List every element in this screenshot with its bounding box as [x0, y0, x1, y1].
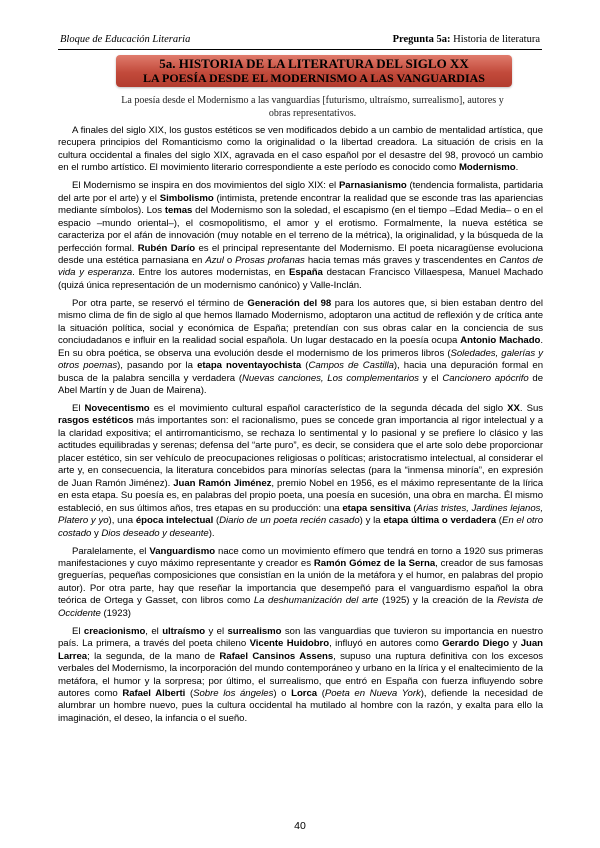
bold-text: XX [507, 403, 520, 415]
page-number: 40 [294, 820, 306, 832]
page-subtitle: LA POESÍA DESDE EL MODERNISMO A LAS VANGUARDIAS [143, 71, 485, 85]
body-paragraph [58, 180, 543, 292]
text-run: ( [410, 502, 417, 514]
text-run: (1923) [100, 607, 131, 619]
bold-text: Simbolismo [159, 192, 214, 204]
text-run: ( [185, 687, 194, 699]
bold-text: Gerardo Diego [442, 638, 510, 650]
italic-text: Azul [205, 255, 224, 267]
text-run: ). [208, 527, 215, 539]
text-run: . Entre los autores modernistas, en [132, 267, 289, 279]
italic-text: Cantos de vida y esperanza [58, 255, 543, 279]
text-run: nace como un movimiento efímero que tendrá en torno a 1920 sus primeras manifestaciones y cuyo máximo representante y creador es [58, 545, 544, 569]
italic-text: Campos de Castilla [308, 360, 394, 372]
text-run: , el [145, 625, 163, 637]
header-question-topic: Historia de literatura [450, 34, 540, 45]
text-run: son las vanguardias que tuvieron su importancia en nuestro país. La primera, a través del poeta chileno [58, 625, 543, 650]
text-run: , creador de sus famosas greguerías, pequeñas composiciones que consistían en la unión de la metáfora y el humor, en palabras del propio autor). Por otra parte, hay que reseñar la importancia que desempeñó para el vanguardismo español la obra teórica de Ortega y Gasset, con libros como [58, 557, 543, 607]
text-run: ; la segunda, de la mano de [87, 650, 220, 662]
bold-text: etapa noventayochista [197, 360, 302, 372]
bold-text: Juan Ramón Jiménez [173, 477, 272, 489]
text-run: del Modernismo son la soledad, el escapismo (en el tiempo –Edad Media– o en el espacio –mundo oriental–), el cosmopolitismo, el amor y el erotismo. Formalmente, la nueva estética se caracteriza por el afán de innovación (muy notable en el terreno de la métrica), la originalidad, y la búsqueda de la perfección formal. [58, 205, 543, 254]
text-run: . Sus [519, 403, 543, 415]
text-run: y el [205, 625, 228, 637]
italic-text: La deshumanización del arte [253, 595, 379, 607]
bold-text: Generación del 98 [247, 297, 332, 309]
text-run: El [72, 403, 85, 415]
text-run: Paralelamente, el [72, 545, 150, 557]
body-paragraph [58, 298, 543, 398]
bold-text: Juan Larrea [58, 638, 543, 662]
body-paragraph [58, 546, 543, 621]
text-run: ( [496, 515, 502, 527]
text-run: Por otra parte, se reservó el término de [72, 297, 248, 309]
italic-text: Diario de un poeta recién casado [219, 515, 360, 527]
body-paragraph [58, 403, 543, 540]
bold-text: temas [164, 205, 193, 217]
bold-text: surrealismo [227, 625, 282, 637]
text-run: (intimista, pretende encontrar la realidad que se esconde tras las apariencias mediante símbolos). Los [58, 192, 543, 217]
text-run: hacia temas más graves y trascendentes en [304, 255, 500, 267]
bold-text: Modernismo [458, 162, 516, 174]
bold-text: Vicente Huidobro [249, 638, 330, 650]
bold-text: Vanguardismo [149, 545, 216, 557]
text-run: , influyó en autores como [329, 638, 443, 650]
italic-text: Cancionero apócrifo [442, 372, 529, 384]
italic-text: Revista de Occidente [58, 595, 543, 619]
bold-text: Ramón Gómez de la Serna [313, 557, 436, 569]
italic-text: Poeta en Nueva York [324, 687, 421, 699]
title-banner [116, 55, 512, 87]
question-statement: La poesía desde el Modernismo a las vanguardias [futurismo, ultraísmo, surrealismo], autores y obras representativos. [121, 95, 504, 119]
text-run: más importantes son: el racionalismo, pues se concede gran importancia al rigor intelectual y a la claridad expositiva; el antirromanticismo, se rechaza lo sentimental y lo pasional y se prefiere lo clásico y las actitudes equilibradas y serenas; defensa del “arte puro”, es decir, se considera que el arte solo debe proporcionar placer estético, sin ser vehículo de preocupaciones religiosas o políticas; aristocratismo intelectual, al considerar el arte y, en consecuencia, la literatura concebidos para minorías selectas (para la “inmensa minoría”, en expresión de Juan Ramón Jiménez). [58, 415, 543, 489]
text-run: de Abel Martín y de Juan de Mairena). [58, 372, 543, 397]
text-run: El Modernismo se inspira en dos movimientos del siglo XIX: el [72, 180, 339, 192]
bold-text: época intelectual [135, 515, 214, 527]
text-run: o [223, 255, 236, 267]
italic-text: Prosas profanas [235, 255, 305, 267]
bold-text: creacionismo [83, 625, 146, 637]
body-paragraph [58, 626, 543, 726]
bold-text: etapa última o verdadera [383, 515, 496, 527]
text-run: ), pasando por la [117, 360, 198, 372]
body-paragraph [58, 125, 543, 175]
text-run: y el [418, 372, 443, 384]
document-body [58, 125, 543, 731]
bold-text: etapa sensitiva [342, 502, 411, 514]
page-title: 5a. HISTORIA DE LA LITERATURA DEL SIGLO XX [159, 56, 469, 71]
text-run: , premio Nobel en 1956, es el máximo representante de la lírica en esta etapa. Su poesía es, en palabras del propio poeta, una poesía en sucesión, una obra en marcha. Él mismo estableció, en sus últimos años, tres etapas en su producción: una [58, 477, 543, 514]
italic-text: Soledades, galerías y otros poemas [58, 347, 543, 372]
bold-text: Rafael Alberti [122, 687, 186, 699]
text-run: es el principal representante del Modernismo. El poeta nicaragüense evoluciona desde una estética parnasiana en [58, 242, 543, 267]
italic-text: Arias tristes, Jardines lejanos, Platero y yo [58, 502, 544, 527]
header-question-number: Pregunta 5a: [392, 34, 451, 45]
text-run: ) y la [359, 515, 384, 527]
italic-text: En el otro costado [58, 515, 544, 539]
text-run: ) o [273, 687, 292, 699]
bold-text: ultraísmo [162, 625, 206, 637]
header-section-label: Bloque de Educación Literaria [60, 34, 191, 45]
bold-text: Antonio Machado [460, 335, 541, 347]
text-run: (tendencia formalista, partidaria del arte por el arte) y el [58, 180, 543, 204]
text-run: es el movimiento cultural español característico de la segunda década del siglo [149, 403, 508, 415]
text-run: . [515, 162, 519, 174]
italic-text: Nuevas canciones, Los complementarios [241, 372, 419, 384]
header-divider [58, 49, 542, 50]
text-run: para los autores que, si bien estaban dentro del mismo clima de fin de siglo al que hemos llamado Modernismo, adoptaron una actitud de reflexión y de crítica ante la situación política, social y económica de España; pretendían con sus obras calar en la conciencia de sus conciudadanos e influir en la realidad social española. Un lugar destacado en la poesía ocupa [58, 297, 543, 347]
bold-text: España [288, 267, 323, 279]
bold-text: Rafael Cansinos Assens [219, 650, 334, 662]
text-run: , supuso una ruptura definitiva con los excesos verbales del Modernismo, la incorporación del mundo contemporáneo y urbano en la lírica y el enaltecimiento de la metáfora, el humor y la sorpresa; por último, el surrealismo, que entró en España con fuerza influyendo sobre autores como [58, 650, 544, 699]
bold-text: Novecentismo [84, 403, 150, 415]
text-run: destacan Francisco Villaespesa, Manuel Machado (quizá única representación de un modernismo canónico) y Valle-Inclán. [58, 267, 543, 291]
header-question-label [393, 34, 540, 45]
text-run: ), hacia una depuración formal en busca de la palabra sencilla y verdadera ( [58, 360, 543, 384]
text-run: ), una [108, 515, 136, 527]
text-run: El [72, 625, 84, 637]
text-run: ), defiende la necesidad de alumbrar un hombre nuevo, pues la cultura occidental ha mutilado al hombre con la razón, y exalta para ello la imaginación, el deseo, la infancia o el sueño. [58, 687, 544, 724]
bold-text: Lorca [291, 687, 318, 699]
text-run: (1925) y la creación de la [378, 595, 498, 607]
text-run: ( [213, 515, 220, 527]
italic-text: Sobre los ángeles [193, 687, 274, 699]
text-run: ( [301, 360, 309, 372]
bold-text: Parnasianismo [338, 180, 407, 192]
text-run: y [91, 527, 102, 539]
text-run: A finales del siglo XIX, los gustos estéticos se ven modificados debido a un cambio de mentalidad artística, que recupera principios del Romanticismo como la originalidad o la libertad creadora. La situación de crisis en la cultura occidental a finales del siglo XIX, agravada en el caso español por el desastre del 98, provocó un cambio en el rumbo artístico. El movimiento literario correspondiente a este período es conocido como [58, 125, 543, 174]
bold-text: Rubén Darío [137, 242, 196, 254]
bold-text: rasgos estéticos [58, 415, 134, 427]
text-run: y [509, 638, 521, 650]
text-run: . En su obra poética, se observa una evolución desde el modernismo de los primeros libros ( [58, 335, 544, 359]
italic-text: Dios deseado y deseante [101, 527, 209, 539]
text-run: ( [317, 687, 325, 699]
